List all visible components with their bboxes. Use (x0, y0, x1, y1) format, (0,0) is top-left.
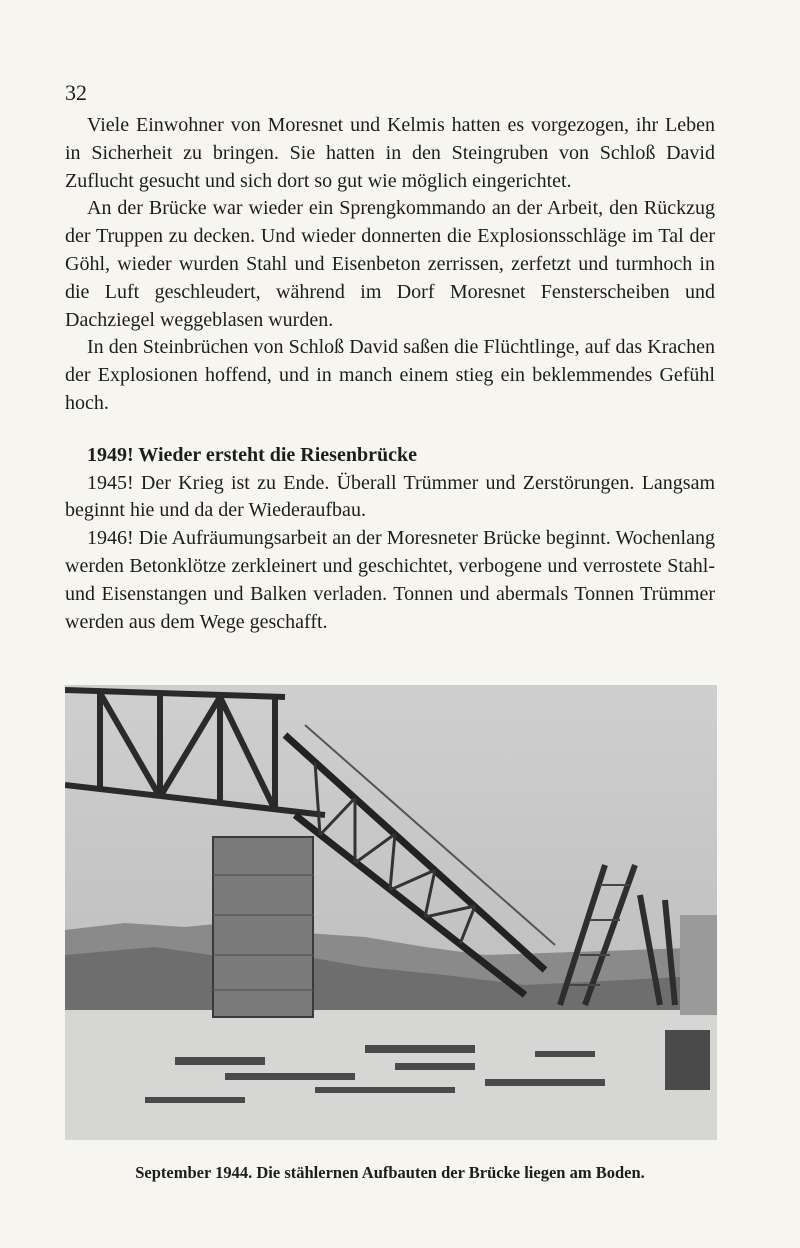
paragraph: Viele Einwohner von Moresnet und Kelmis hatten es vorgezogen, ihr Leben in Sicherheit zu bringen. Sie hatten in den Steingruben von Schloß David Zuflucht gesucht und sich dort so gut wie möglich eingerichtet. (65, 114, 715, 192)
paragraph: In den Steinbrüchen von Schloß David saßen die Flüchtlinge, auf das Krachen der Explosionen hoffend, und in manch einem stieg ein beklemmendes Gefühl hoch. (65, 336, 715, 414)
photo-caption: September 1944. Die stählernen Aufbauten der Brücke liegen am Boden. (135, 1163, 645, 1182)
section-heading: 1949! Wieder ersteht die Riesenbrücke (87, 443, 417, 466)
body-text (65, 112, 715, 636)
bridge-photo (65, 685, 717, 1140)
page-number: 32 (65, 80, 87, 105)
paragraph: 1945! Der Krieg ist zu Ende. Überall Trümmer und Zerstörungen. Langsam beginnt hie und da der Wiederaufbau. (65, 471, 715, 522)
paragraph: An der Brücke war wieder ein Sprengkommando an der Arbeit, den Rückzug der Truppen zu decken. Und wieder donnerten die Explosionsschläge im Tal der Göhl, wieder wurden Stahl und Eisenbeton zerrissen, zerfetzt und turmhoch in die Luft geschleudert, während im Dorf Moresnet Fensterscheiben und Dachziegel weggeblasen wurden. (65, 197, 715, 331)
paragraph: 1946! Die Aufräumungsarbeit an der Moresneter Brücke beginnt. Wochenlang werden Betonklötze zerkleinert und geschichtet, verbogene und verrostete Stahl- und Eisenstangen und Balken verladen. Tonnen und abermals Tonnen Trümmer werden aus dem Wege geschafft. (65, 527, 715, 633)
collapsed-bridge-image (65, 685, 717, 1140)
